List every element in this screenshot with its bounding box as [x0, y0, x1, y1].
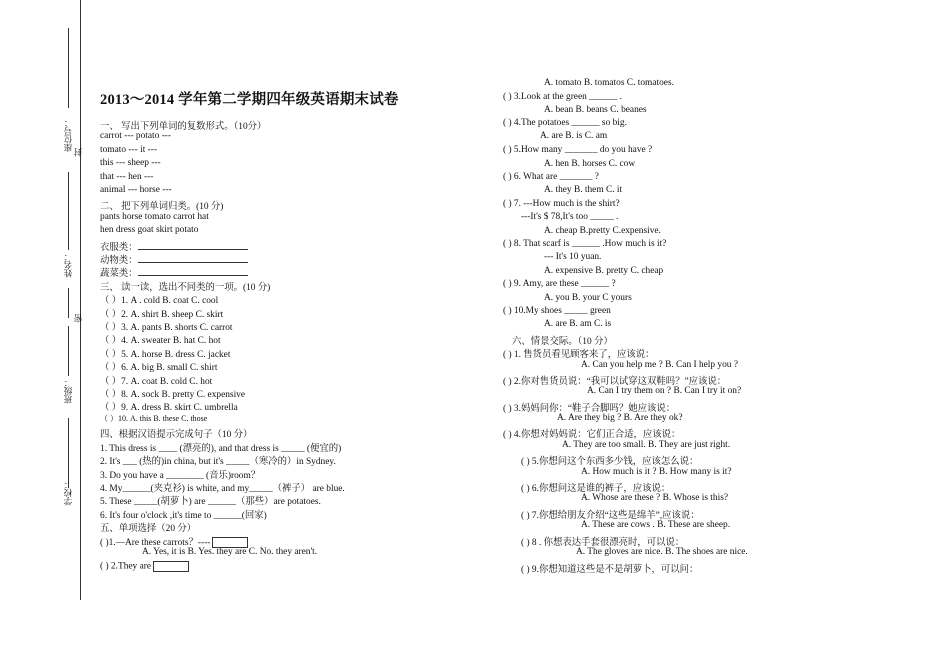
line-text: A. Whose are these ? B. Whose is this?: [581, 493, 729, 503]
line-text: A. are B. am C. is: [544, 319, 612, 329]
answer-underline: [138, 275, 248, 276]
line-text: that --- hen ---: [100, 172, 154, 182]
right-line-1: [544, 78, 674, 88]
left-line-23: [100, 413, 207, 424]
line-text: （ ）5. A. horse B. dress C. jacket: [100, 350, 231, 360]
left-line-14: [100, 292, 218, 306]
right-line-21: [503, 346, 655, 360]
left-line-8: [100, 212, 209, 222]
line-text: carrot --- potato ---: [100, 131, 172, 141]
right-line-17: [544, 293, 632, 303]
line-text: ( ) 3.妈妈问你：“鞋子合脚吗？她应该说：: [503, 404, 676, 414]
right-line-13: [503, 239, 666, 249]
left-line-30: [100, 507, 267, 521]
seat-underline: [68, 28, 69, 108]
line-text: A. cheap B.pretty C.expensive.: [544, 226, 661, 236]
seat-label: 座位号：: [63, 118, 73, 152]
right-line-33: [521, 507, 700, 521]
seal-mark-2: 密: [73, 314, 83, 323]
right-line-30: [581, 467, 732, 477]
right-line-27: [503, 426, 680, 440]
line-text: 1. This dress is ____ (漂亮的), and that dress is _____ (便宜的): [100, 444, 342, 454]
line-text: （ ）8. A. sock B. pretty C. expensive: [100, 390, 246, 400]
line-text: 二、 把下列单词归类。(10 分): [100, 202, 224, 212]
line-text: 3. Do you have a ________ (音乐)room？: [100, 471, 261, 481]
left-line-12: [100, 265, 248, 279]
left-line-5: [100, 172, 153, 182]
right-line-14: [544, 252, 601, 262]
line-text: （ ）6. A. big B. small C. shirt: [100, 363, 218, 373]
left-line-6: [100, 185, 172, 195]
right-line-23: [503, 373, 726, 387]
line-text: 4. My______(夹克衫) is white, and my_____（裤子） are blue.: [100, 484, 345, 494]
line-text: A. bean B. beans C. beanes: [544, 105, 647, 115]
line-text: ( ) 9. Amy, are these ______ ?: [503, 279, 616, 289]
seal-mark: 封: [73, 148, 83, 157]
right-line-15: [544, 266, 663, 276]
line-text: 四、根据汉语提示完成句子（10 分）: [100, 430, 253, 440]
right-line-32: [581, 493, 728, 503]
line-text: ( ) 7.你想给朋友介绍“这些是绵羊”,应该说：: [521, 511, 700, 521]
left-line-33: [142, 547, 317, 557]
right-line-29: [521, 453, 698, 467]
right-line-37: [521, 561, 698, 575]
line-text: ( ) 10.My shoes _____ green: [503, 306, 611, 316]
line-text: 蔬菜类：: [100, 269, 138, 279]
right-line-2: [503, 92, 622, 102]
line-text: （ ）2. A. shirt B. sheep C. skirt: [100, 310, 224, 320]
left-line-13: [100, 279, 270, 293]
page-title: 2013～2014 学年第二学期四年级英语期末试卷: [100, 92, 399, 108]
line-text: A. The gloves are nice. B. The shoes are nice.: [576, 547, 748, 557]
right-line-8: [503, 172, 599, 182]
left-line-28: [100, 480, 345, 494]
line-text: A. expensive B. pretty C. cheap: [544, 266, 664, 276]
line-text: （ ）3. A. pants B. shorts C. carrot: [100, 323, 233, 333]
answer-box[interactable]: [153, 561, 189, 572]
line-text: ( ) 9.你想知道这些是不是胡萝卜，可以问：: [521, 565, 699, 575]
right-line-22: [581, 360, 738, 370]
line-text: 三、 读一读，选出不同类的一项。(10 分): [100, 283, 271, 293]
left-line-27: [100, 467, 260, 481]
right-line-28: [562, 440, 730, 450]
left-line-7: [100, 198, 223, 212]
right-line-18: [503, 306, 611, 316]
line-text: A. are B. is C. am: [540, 131, 608, 141]
line-text: A. These are cows . B. These are sheep.: [581, 520, 731, 530]
right-line-25: [503, 400, 675, 414]
left-line-18: [100, 346, 230, 360]
line-text: A. Yes, it is B. Yes. they are C. No. they aren't.: [142, 547, 318, 557]
line-text: ( ) 2.They are: [100, 561, 152, 572]
line-text: （ ）9. A. dress B. skirt C. umbrella: [100, 403, 238, 413]
line-text: 2. It's ___ (热的)in china, but it's _____（寒冷的）in Sydney.: [100, 457, 336, 467]
line-text: A. they B. them C. it: [544, 185, 623, 195]
right-line-16: [503, 279, 616, 289]
line-text: 衣服类：: [100, 243, 138, 253]
right-line-5: [540, 131, 607, 141]
line-text: 五、单项选择（20 分）: [100, 524, 197, 534]
line-text: A. tomato B. tomatos C. tomatoes.: [544, 78, 674, 88]
class-underline: [68, 326, 69, 376]
left-line-19: [100, 359, 217, 373]
line-text: hen dress goat skirt potato: [100, 225, 199, 235]
right-line-4: [503, 118, 627, 128]
right-line-10: [503, 199, 620, 209]
left-line-26: [100, 453, 336, 467]
left-line-16: [100, 319, 233, 333]
school-underline: [68, 418, 69, 488]
line-text: --- It's 10 yuan.: [544, 252, 602, 262]
line-text: A. Are they big ? B. Are they ok?: [557, 413, 683, 423]
class-label: 班级：: [63, 378, 73, 404]
line-text: ( ) 4.The potatoes ______ so big.: [503, 118, 627, 128]
right-line-11: [521, 212, 618, 222]
line-text: ( ) 1. 售货员看见顾客来了，应该说：: [503, 350, 655, 360]
binding-line: [80, 0, 81, 600]
line-text: ( ) 2.你对售货员说：“我可以试穿这双鞋吗？”应该说：: [503, 377, 727, 387]
line-text: A. Can I try them on ? B. Can I try it on?: [587, 386, 742, 396]
line-text: tomato --- it ---: [100, 145, 158, 155]
left-line-1: [100, 118, 266, 132]
name-label: 姓名：: [63, 252, 73, 278]
right-line-6: [503, 145, 652, 155]
left-line-10: [100, 239, 248, 253]
left-line-34: [100, 561, 189, 572]
right-line-9: [544, 185, 622, 195]
line-text: 六、情景交际。（10 分）: [512, 337, 613, 347]
right-line-3: [544, 105, 647, 115]
line-text: ( ) 7. ---How much is the shirt?: [503, 199, 620, 209]
left-line-9: [100, 225, 198, 235]
line-text: （ ）1. A . cold B. coat C. cool: [100, 296, 219, 306]
line-text: （ ）10. A. this B. these C. those: [100, 414, 208, 423]
left-line-25: [100, 440, 341, 454]
line-text: ( ) 4.你想对妈妈说：它们正合适，应该说：: [503, 430, 681, 440]
line-text: 一、 写出下列单词的复数形式。（10分）: [100, 122, 267, 132]
line-text: A. They are too small. B. They are just right.: [562, 440, 731, 450]
answer-underline: [138, 249, 248, 250]
left-line-20: [100, 373, 212, 387]
line-text: A. Can you help me ? B. Can I help you ?: [581, 360, 738, 370]
name-underline: [68, 172, 69, 250]
line-text: ( ) 6. What are _______ ?: [503, 172, 599, 182]
line-text: pants horse tomato carrot hat: [100, 212, 209, 222]
line-text: ( ) 3.Look at the green ______ .: [503, 92, 622, 102]
right-line-12: [544, 226, 661, 236]
line-text: this --- sheep ---: [100, 158, 161, 168]
answer-underline: [138, 262, 248, 263]
right-line-26: [557, 413, 683, 423]
seal-underline: [68, 288, 69, 318]
line-text: animal --- horse ---: [100, 185, 172, 195]
line-text: A. you B. your C yours: [544, 293, 632, 303]
line-text: 6. It's four o'clock ,it's time to ______(回家): [100, 511, 267, 521]
left-line-22: [100, 399, 238, 413]
school-label: 学校：: [63, 480, 73, 506]
line-text: ( )1.—Are these carrots？----: [100, 538, 211, 548]
line-text: ---It's $ 78,It's too _____ .: [521, 212, 619, 222]
line-text: ( ) 8. That scarf is ______ .How much is it?: [503, 239, 667, 249]
left-line-3: [100, 145, 157, 155]
right-line-36: [576, 547, 748, 557]
line-text: A. How much is it ? B. How many is it?: [581, 467, 732, 477]
right-line-19: [544, 319, 611, 329]
left-line-4: [100, 158, 161, 168]
line-text: 5. These _____(胡萝卜) are ______（那些）are potatoes.: [100, 497, 321, 507]
left-line-2: [100, 131, 171, 141]
right-line-34: [581, 520, 730, 530]
line-text: （ ）7. A. coat B. cold C. hot: [100, 377, 213, 387]
line-text: ( ) 6.你想问这是谁的裤子，应该说：: [521, 484, 671, 494]
right-line-7: [544, 159, 635, 169]
right-line-31: [521, 480, 670, 494]
left-line-29: [100, 493, 321, 507]
line-text: ( ) 5.你想问这个东西多少钱，应该怎么说：: [521, 457, 699, 467]
left-line-15: [100, 306, 223, 320]
left-line-31: [100, 520, 196, 534]
left-line-17: [100, 332, 221, 346]
left-line-21: [100, 386, 245, 400]
left-line-24: [100, 426, 252, 440]
right-line-20: [512, 333, 613, 347]
line-text: 动物类：: [100, 256, 138, 266]
line-text: （ ）4. A. sweater B. hat C. hot: [100, 336, 221, 346]
right-line-35: [521, 534, 684, 548]
line-text: ( ) 8 . 你想表达手套很漂亮时，可以说：: [521, 538, 685, 548]
line-text: A. hen B. horses C. cow: [544, 159, 636, 169]
left-line-11: [100, 252, 248, 266]
line-text: ( ) 5.How many _______ do you have ?: [503, 145, 653, 155]
right-line-24: [587, 386, 741, 396]
